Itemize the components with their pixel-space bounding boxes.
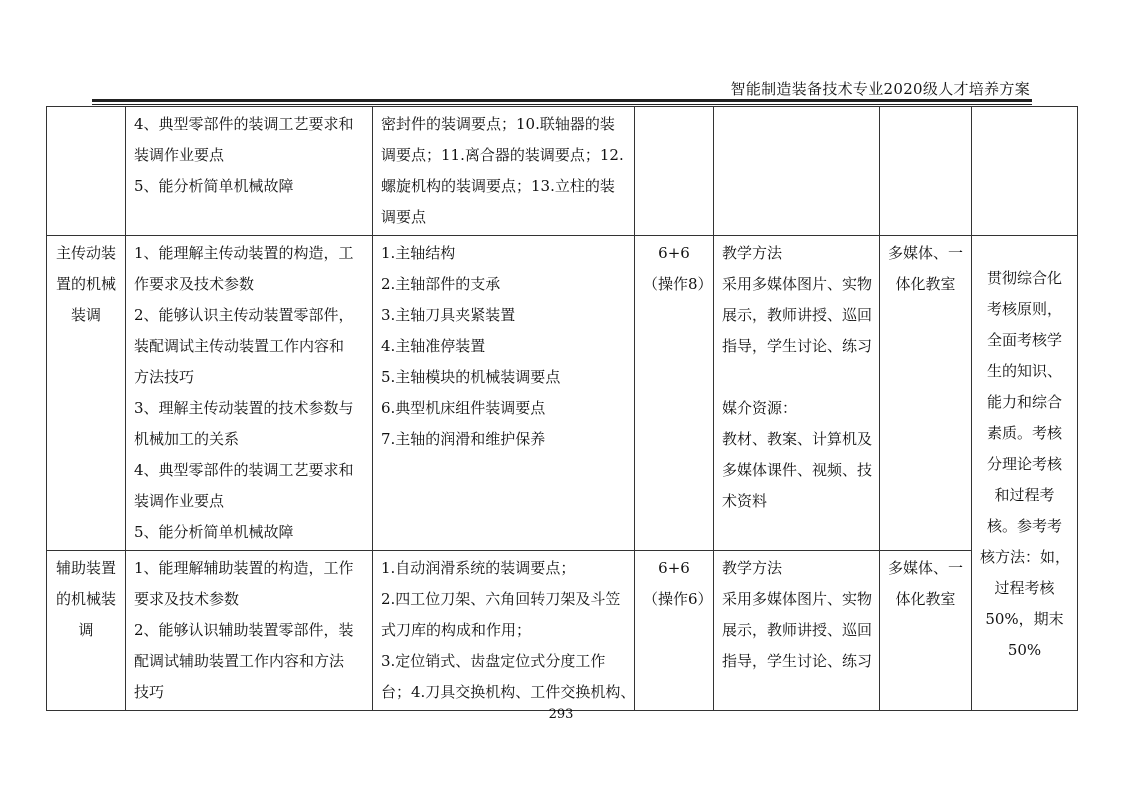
text-line: 装配调试主传动装置工作内容和 — [134, 337, 345, 355]
table-row — [47, 236, 1078, 551]
text-line: 多媒体、一 — [888, 559, 964, 577]
text-line: 采用多媒体图片、实物 — [722, 590, 873, 608]
page-number: 293 — [548, 707, 574, 722]
text-line: 能力和综合 — [986, 393, 1062, 411]
spacer — [722, 362, 871, 393]
module-name-line: 主传动装 — [55, 244, 116, 262]
venue-cell — [880, 107, 972, 236]
hours-note: （操作8） — [643, 275, 713, 293]
text-line: 多媒体、一 — [888, 244, 964, 262]
assessment-cell — [972, 107, 1078, 236]
text-line: 技巧 — [134, 683, 165, 701]
text-line: 贯彻综合化 — [986, 269, 1062, 287]
text-line: 密封件的装调要点；10.联轴器的装 — [381, 115, 615, 133]
objectives-cell — [126, 236, 373, 551]
methods-cell — [714, 551, 880, 711]
text-line: 机械加工的关系 — [134, 430, 240, 448]
text-line: 要求及技术参数 — [134, 590, 240, 608]
text-line: 和过程考 — [994, 486, 1055, 504]
text-line: 式刀库的构成和作用； — [381, 621, 532, 639]
module-name-line: 装调 — [70, 306, 101, 324]
module-cell — [47, 107, 126, 236]
text-line: 指导，学生讨论、练习 — [722, 337, 873, 355]
text-line: 术资料 — [722, 492, 768, 510]
text-line: 台；4.刀具交换机构、工件交换机构、 — [381, 683, 636, 701]
text-line: 采用多媒体图片、实物 — [722, 275, 873, 293]
methods-cell — [714, 107, 880, 236]
text-line: 5、能分析简单机械故障 — [134, 177, 294, 195]
text-line: 方法技巧 — [134, 368, 195, 386]
objectives-cell — [126, 107, 373, 236]
methods-cell — [714, 236, 880, 551]
text-line: 教材、教案、计算机及 — [722, 430, 873, 448]
text-line: 2、能够认识主传动装置零部件， — [134, 306, 354, 324]
text-line: 4、典型零部件的装调工艺要求和 — [134, 461, 354, 479]
text-line: 体化教室 — [895, 590, 956, 608]
table-row — [47, 107, 1078, 236]
text-line: 6.典型机床组件装调要点 — [381, 399, 546, 417]
module-name-line: 置的机械 — [55, 275, 116, 293]
text-line: 展示，教师讲授、巡回 — [722, 306, 873, 324]
objectives-cell — [126, 551, 373, 711]
text-line: 展示，教师讲授、巡回 — [722, 621, 873, 639]
venue-cell — [880, 551, 972, 711]
module-name-line: 的机械装 — [55, 590, 116, 608]
module-cell — [47, 551, 126, 711]
content-cell — [373, 551, 635, 711]
text-line: 多媒体课件、视频、技 — [722, 461, 873, 479]
text-line: 7.主轴的润滑和维护保养 — [381, 430, 546, 448]
text-line: 3.主轴刀具夹紧装置 — [381, 306, 516, 324]
text-line: 教学方法 — [722, 244, 783, 262]
hours-note: （操作6） — [643, 590, 713, 608]
text-line: 1、能理解辅助装置的构造，工作 — [134, 559, 354, 577]
hours-cell — [635, 551, 714, 711]
text-line: 生的知识、 — [986, 362, 1062, 380]
text-line: 配调试辅助装置工作内容和方法 — [134, 652, 345, 670]
module-name-line: 辅助装置 — [55, 559, 116, 577]
text-line: 装调作业要点 — [134, 146, 225, 164]
hours-value: 6+6 — [658, 559, 690, 577]
text-line: 4.主轴准停装置 — [381, 337, 486, 355]
hours-cell — [635, 236, 714, 551]
text-line: 2、能够认识辅助装置零部件，装 — [134, 621, 354, 639]
text-line: 3.定位销式、齿盘定位式分度工作 — [381, 652, 606, 670]
content-cell — [373, 107, 635, 236]
text-line: 体化教室 — [895, 275, 956, 293]
text-line: 50%，期末 — [985, 610, 1064, 628]
venue-cell — [880, 236, 972, 551]
header-rule-thin — [92, 104, 1032, 105]
document-header-title: 智能制造装备技术专业2020级人才培养方案 — [730, 80, 1030, 98]
text-line: 2.四工位刀架、六角回转刀架及斗笠 — [381, 590, 621, 608]
text-line: 50% — [1007, 641, 1042, 659]
table-row — [47, 551, 1078, 711]
module-cell — [47, 236, 126, 551]
text-line: 全面考核学 — [986, 331, 1062, 349]
text-line: 螺旋机构的装调要点；13.立柱的装 — [381, 177, 615, 195]
text-line: 装调作业要点 — [134, 492, 225, 510]
curriculum-table — [46, 106, 1078, 711]
text-line: 3、理解主传动装置的技术参数与 — [134, 399, 354, 417]
text-line: 素质。考核 — [986, 424, 1062, 442]
text-line: 调要点；11.离合器的装调要点；12. — [381, 146, 624, 164]
text-line: 教学方法 — [722, 559, 783, 577]
text-line: 4、典型零部件的装调工艺要求和 — [134, 115, 354, 133]
text-line: 5.主轴模块的机械装调要点 — [381, 368, 561, 386]
text-line: 1.主轴结构 — [381, 244, 456, 262]
text-line: 考核原则， — [986, 300, 1062, 318]
text-line: 作要求及技术参数 — [134, 275, 255, 293]
hours-cell — [635, 107, 714, 236]
text-line: 媒介资源： — [722, 399, 798, 417]
module-name-line: 调 — [78, 621, 94, 639]
hours-value: 6+6 — [658, 244, 690, 262]
text-line: 5、能分析简单机械故障 — [134, 523, 294, 541]
text-line: 核。参考考 — [986, 517, 1062, 535]
text-line: 2.主轴部件的支承 — [381, 275, 501, 293]
assessment-cell — [972, 236, 1078, 711]
content-cell — [373, 236, 635, 551]
text-line: 1、能理解主传动装置的构造，工 — [134, 244, 354, 262]
text-line: 分理论考核 — [986, 455, 1062, 473]
text-line: 过程考核 — [994, 579, 1055, 597]
text-line: 1.自动润滑系统的装调要点； — [381, 559, 576, 577]
text-line: 指导，学生讨论、练习 — [722, 652, 873, 670]
header-rule — [92, 99, 1032, 102]
text-line: 调要点 — [381, 208, 427, 226]
text-line: 核方法：如， — [980, 548, 1071, 566]
